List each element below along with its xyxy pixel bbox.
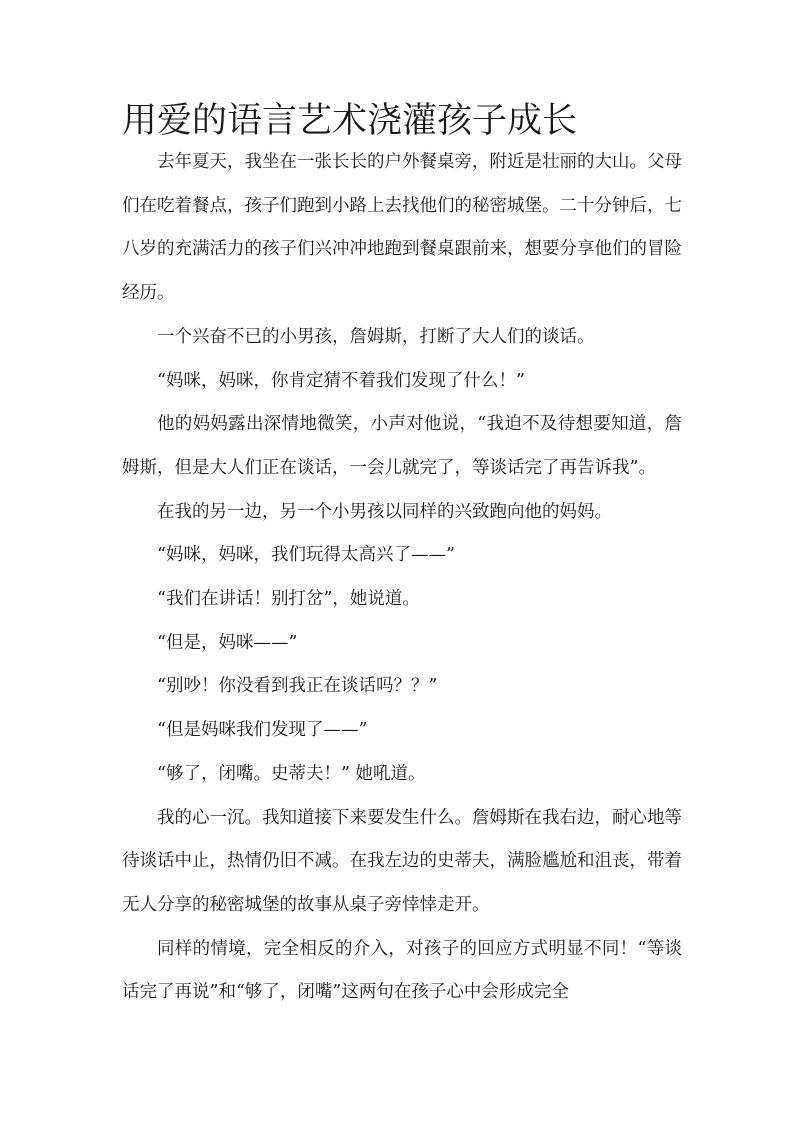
paragraph: “但是妈咪我们发现了——” — [157, 720, 368, 741]
paragraph: “但是，妈咪——” — [157, 632, 298, 653]
paragraph: “妈咪，妈咪，我们玩得太高兴了——” — [157, 545, 455, 566]
document-title: 用爱的语言艺术浇灌孩子成长 — [122, 101, 578, 141]
paragraph: “我们在讲话！别打岔”，她说道。 — [157, 589, 420, 610]
paragraph: “够了，闭嘴。史蒂夫！” 她吼道。 — [157, 763, 426, 784]
paragraph: 他的妈妈露出深情地微笑，小声对他说，“我迫不及待想要知道，詹姆斯，但是大人们正在谈话，一会儿就完了，等谈话完了再告诉我”。 — [122, 414, 682, 478]
paragraph: “妈咪，妈咪，你肯定猜不着我们发现了什么！” — [157, 370, 525, 391]
document-body — [122, 141, 682, 1015]
paragraph: 在我的另一边，另一个小男孩以同样的兴致跑向他的妈妈。 — [157, 501, 612, 522]
paragraph: 同样的情境，完全相反的介入，对孩子的回应方式明显不同！“等谈话完了再说”和“够了，闭嘴”这两句在孩子心中会形成完全 — [122, 938, 682, 1003]
paragraph: 去年夏天，我坐在一张长长的户外餐桌旁，附近是壮丽的大山。父母们在吃着餐点，孩子们跑到小路上去找他们的秘密城堡。二十分钟后，七八岁的充满活力的孩子们兴冲冲地跑到餐桌跟前来，想要分享他们的冒险经历。 — [122, 152, 682, 304]
paragraph: “别吵！你没看到我正在谈话吗？？” — [157, 676, 438, 697]
paragraph: 一个兴奋不已的小男孩，詹姆斯，打断了大人们的谈话。 — [157, 326, 595, 347]
paragraph: 我的心一沉。我知道接下来要发生什么。詹姆斯在我右边，耐心地等待谈话中止，热情仍旧不减。在我左边的史蒂夫，满脸尴尬和沮丧，带着无人分享的秘密城堡的故事从桌子旁悻悻走开。 — [122, 807, 682, 915]
